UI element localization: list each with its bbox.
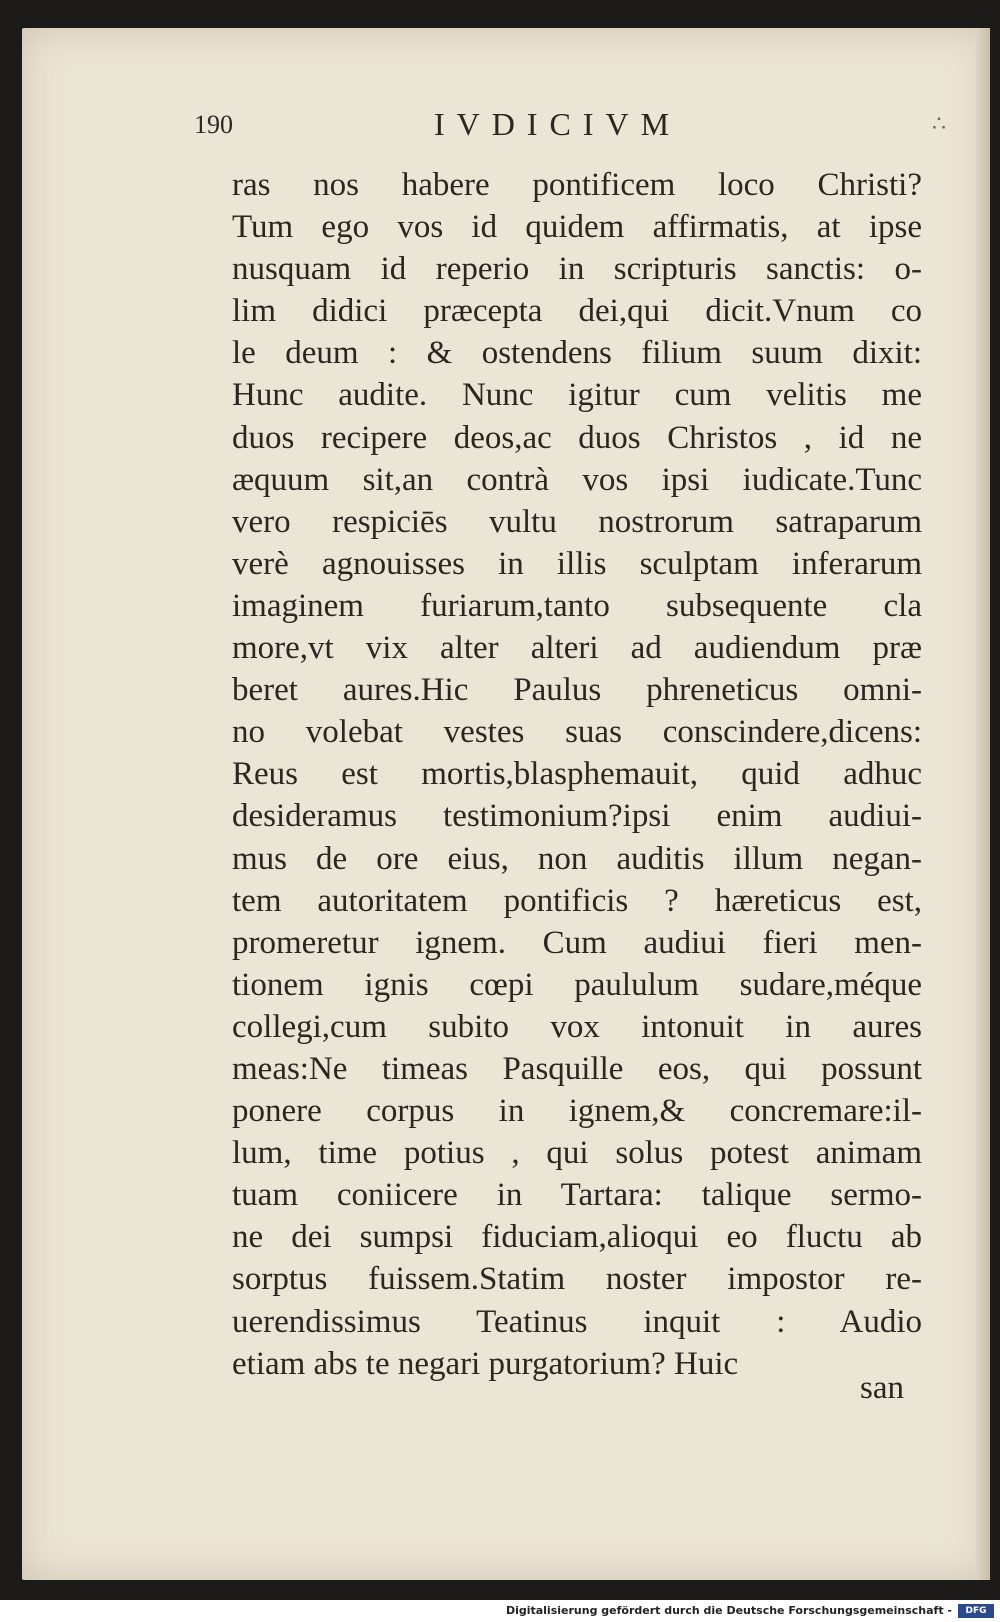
marginal-mark: ∴ [932, 112, 946, 137]
text-line: duos recipere deos,ac duos Christos , id ne [232, 419, 922, 456]
text-line: lim didici præcepta dei,qui dicit.Vnum co [232, 293, 922, 330]
text-line: le deum : & ostendens filium suum dixit: [232, 335, 922, 372]
footer-credit: Digitalisierung gefördert durch die Deutsche Forschungsgemeinschaft - [505, 1604, 952, 1617]
text-line: vero respiciēs vultu nostrorum satraparum [232, 503, 922, 540]
text-line: æquum sit,an contrà vos ipsi iudicate.Tunc [232, 461, 922, 498]
body-text [232, 164, 922, 1385]
text-line: beret aures.Hic Paulus phreneticus omni- [232, 672, 922, 709]
text-line: uerendissimus Teatinus inquit : Audio [232, 1303, 922, 1340]
text-line: sorptus fuissem.Statim noster impostor re- [232, 1261, 922, 1298]
page-header [22, 106, 990, 150]
text-line: ponere corpus in ignem,& concremare:il- [232, 1093, 922, 1130]
text-line: collegi,cum subito vox intonuit in aures [232, 1008, 922, 1045]
text-line: tionem ignis cœpi paululum sudare,méque [232, 966, 922, 1003]
text-line: nusquam id reperio in scripturis sanctis: o- [232, 251, 922, 288]
text-line: etiam abs te negari purgatorium? Huic [232, 1345, 739, 1382]
text-line: ras nos habere pontificem loco Christi? [232, 167, 922, 203]
text-line: Tum ego vos id quidem affirmatis, at ipse [232, 209, 922, 246]
text-line: tem autoritatem pontificis ? hæreticus est, [232, 882, 922, 919]
text-line: lum, time potius , qui solus potest animam [232, 1135, 922, 1172]
text-line: Reus est mortis,blasphemauit, quid adhuc [232, 756, 922, 793]
text-line: mus de ore eius, non auditis illum negan- [232, 840, 922, 877]
text-line: desideramus testimonium?ipsi enim audiui- [232, 798, 922, 835]
page-number: 190 [194, 110, 233, 139]
dfg-logo: DFG [958, 1604, 994, 1618]
text-line: Hunc audite. Nunc igitur cum velitis me [232, 377, 922, 414]
text-line: promeretur ignem. Cum audiui fieri men- [232, 924, 922, 961]
digitization-footer [0, 1600, 1000, 1622]
text-line: imaginem furiarum,tanto subsequente cla [232, 587, 922, 624]
text-line: no volebat vestes suas conscindere,dicens: [232, 714, 922, 751]
text-line: ne dei sumpsi fiduciam,alioqui eo fluctu ab [232, 1219, 922, 1256]
catchword: san [860, 1370, 904, 1406]
text-line: verè agnouisses in illis sculptam inferarum [232, 545, 922, 582]
text-line: tuam coniicere in Tartara: talique sermo- [232, 1177, 922, 1214]
running-head: IVDICIVM [434, 106, 682, 142]
book-page [22, 28, 990, 1580]
text-line: more,vt vix alter alteri ad audiendum præ [232, 630, 922, 667]
text-line: meas:Ne timeas Pasquille eos, qui possunt [232, 1050, 922, 1087]
page-edge [976, 28, 990, 1580]
